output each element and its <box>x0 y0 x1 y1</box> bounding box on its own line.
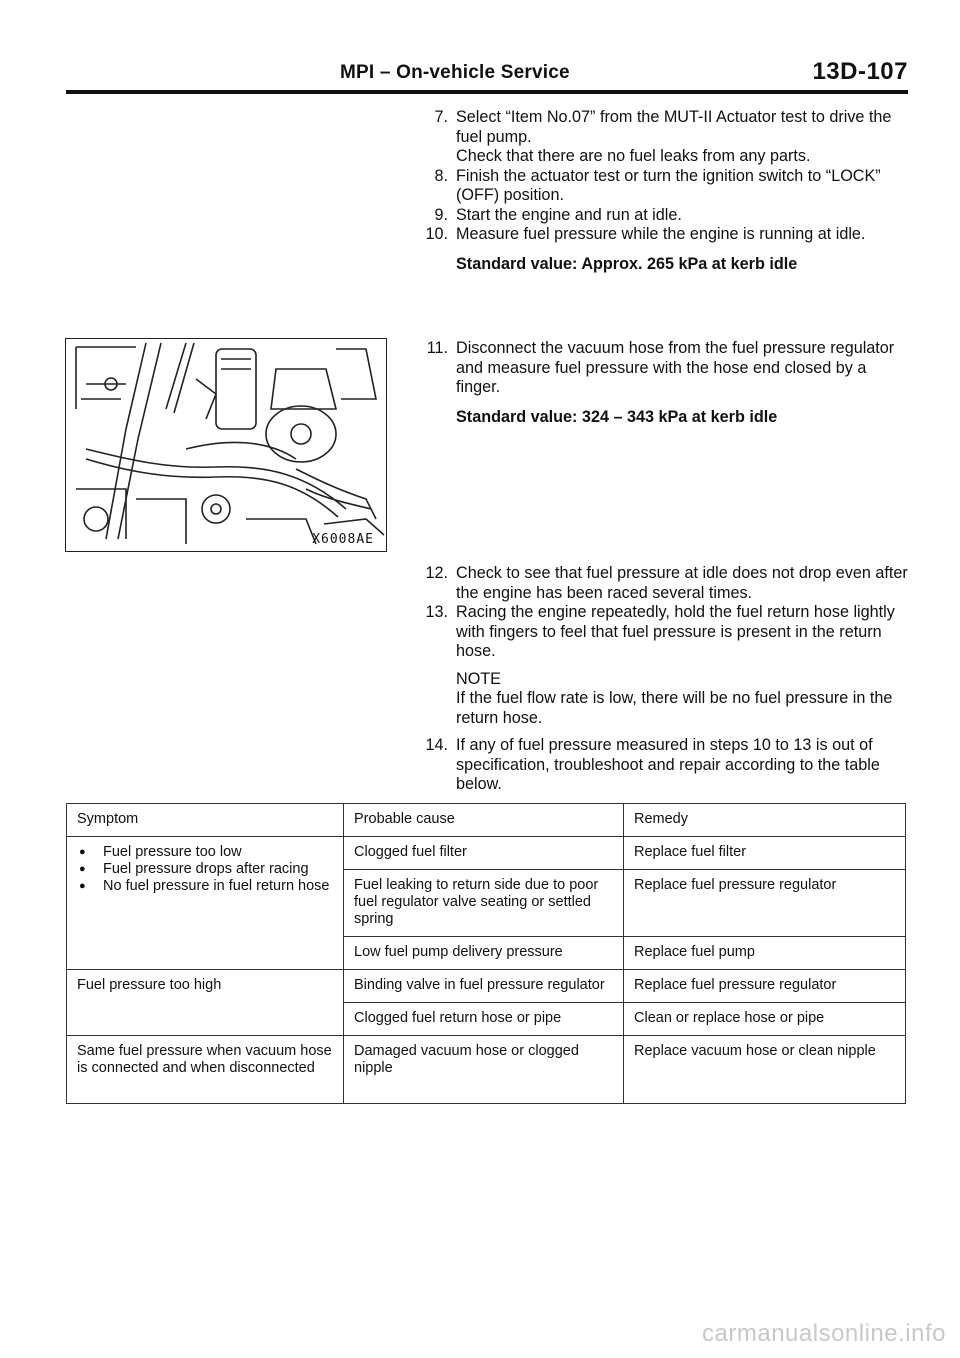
watermark: carmanualsonline.info <box>702 1320 946 1347</box>
cause-cell: Low fuel pump delivery pressure <box>344 937 624 970</box>
symptom-cell: Fuel pressure too high <box>67 970 344 1036</box>
step-item <box>410 225 910 245</box>
page-title: MPI – On-vehicle Service <box>340 62 570 83</box>
cause-cell: Clogged fuel return hose or pipe <box>344 1003 624 1036</box>
standard-value-regulator: Standard value: 324 – 343 kPa at kerb idle <box>456 407 778 426</box>
engine-drawing <box>66 339 386 551</box>
troubleshooting-table <box>66 803 906 1104</box>
step-text: Measure fuel pressure while the engine is running at idle. <box>456 225 866 243</box>
step-number: 12. <box>425 564 448 582</box>
symptom-item: ● Fuel pressure drops after racing <box>77 861 335 878</box>
note-heading: NOTE <box>456 669 501 688</box>
remedy-cell: Replace fuel pump <box>624 937 906 970</box>
table-row <box>67 1036 906 1104</box>
column-header-remedy: Remedy <box>624 804 906 837</box>
step-item <box>410 147 910 167</box>
figure-id: X6008AE <box>312 532 374 547</box>
engine-illustration <box>65 338 387 552</box>
table-header-row <box>67 804 906 837</box>
column-header-cause: Probable cause <box>344 804 624 837</box>
cause-cell: Damaged vacuum hose or clogged nipple <box>344 1036 624 1104</box>
step-text: If any of fuel pressure measured in steps 10 to 13 is out of specification, troubleshoot and repair according to the table below. <box>456 736 880 793</box>
steps-12-14 <box>410 564 910 795</box>
step-text: Check to see that fuel pressure at idle does not drop even after the engine has been raced several times. <box>456 564 908 602</box>
symptom-cell: Same fuel pressure when vacuum hose is connected and when disconnected <box>67 1036 344 1104</box>
remedy-cell: Replace fuel pressure regulator <box>624 970 906 1003</box>
remedy-cell: Clean or replace hose or pipe <box>624 1003 906 1036</box>
step-text: Select “Item No.07” from the MUT-II Actuator test to drive the fuel pump. <box>456 108 892 146</box>
step-text: Disconnect the vacuum hose from the fuel pressure regulator and measure fuel pressure with the hose end closed by a finger. <box>456 339 895 396</box>
step-number: 7. <box>434 108 448 126</box>
step-number: 14. <box>425 736 448 754</box>
step-item <box>410 206 910 226</box>
remedy-cell: Replace fuel filter <box>624 837 906 870</box>
standard-value-idle: Standard value: Approx. 265 kPa at kerb idle <box>456 254 798 273</box>
remedy-cell: Replace vacuum hose or clean nipple <box>624 1036 906 1104</box>
cause-cell: Binding valve in fuel pressure regulator <box>344 970 624 1003</box>
page-header <box>66 58 908 94</box>
step-item <box>410 167 910 206</box>
step-item <box>410 108 910 147</box>
table-row <box>67 970 906 1003</box>
step-item <box>410 736 910 795</box>
step-number: 13. <box>425 603 448 621</box>
step-text: Check that there are no fuel leaks from any parts. <box>456 147 811 165</box>
step-text: Finish the actuator test or turn the ignition switch to “LOCK” (OFF) position. <box>456 166 881 204</box>
cause-cell: Clogged fuel filter <box>344 837 624 870</box>
column-header-symptom: Symptom <box>67 804 344 837</box>
step-number: 9. <box>434 205 448 224</box>
page-number: 13D-107 <box>812 58 908 85</box>
table-row <box>67 837 906 870</box>
step-item <box>410 603 910 662</box>
symptom-item: ● No fuel pressure in fuel return hose <box>77 878 335 895</box>
steps-7-10 <box>410 108 910 274</box>
cause-cell: Fuel leaking to return side due to poor fuel regulator valve seating or settled spring <box>344 870 624 937</box>
note-text: If the fuel flow rate is low, there will be no fuel pressure in the return hose. <box>456 689 893 727</box>
symptom-item: ● Fuel pressure too low <box>77 844 335 861</box>
step-number: 11. <box>426 339 448 357</box>
step-item <box>410 564 910 603</box>
step-text: Racing the engine repeatedly, hold the fuel return hose lightly with fingers to feel that fuel pressure is present in the return hose. <box>456 603 895 660</box>
step-number: 8. <box>434 166 448 185</box>
remedy-cell: Replace fuel pressure regulator <box>624 870 906 937</box>
symptom-list <box>77 844 335 895</box>
step-item <box>410 339 910 398</box>
step-11 <box>410 339 910 427</box>
step-number: 10. <box>425 225 448 243</box>
step-text: Start the engine and run at idle. <box>456 205 682 224</box>
symptom-cell <box>67 837 344 970</box>
